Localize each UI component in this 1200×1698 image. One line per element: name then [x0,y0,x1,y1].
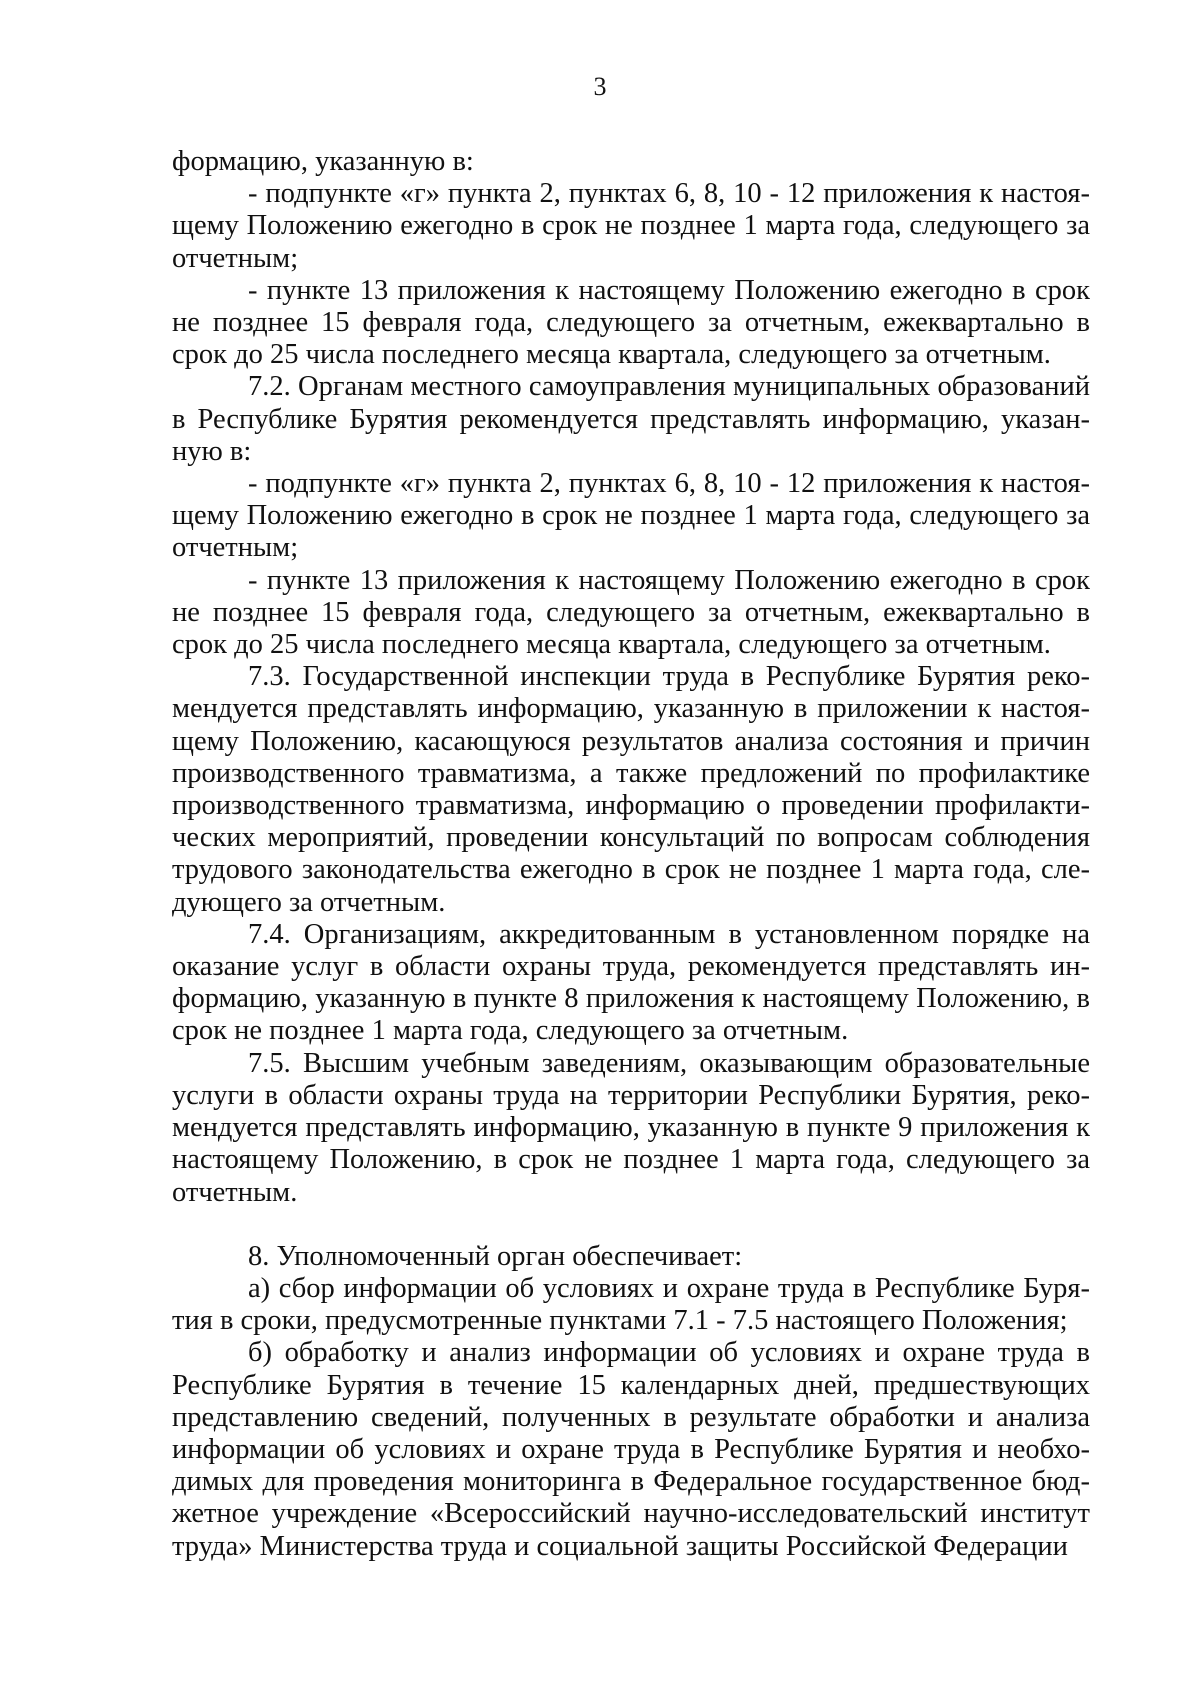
document-body [172,146,1090,1563]
paragraph-continuation: формацию, указанную в: [172,146,474,177]
paragraph-7-1-item-1: - подпункте «г» пункта 2, пунктах 6, 8, 10 - 12 приложения к настоящему Положению ежегодно в срок не позднее 1 марта года, следующего за отчетным; [172,178,1090,274]
paragraph-7-2-item-2: - пункте 13 приложения к настоящему Положению ежегодно в срок не позднее 15 февраля года, следующего за отчетным, ежеквартально в срок до 25 числа последнего месяца квартала, следующего за отчетным. [172,564,1090,661]
paragraph-7-2-item-1: - подпункте «г» пункта 2, пунктах 6, 8, 10 - 12 приложения к настоящему Положению ежегодно в срок не позднее 1 марта года, следующего за отчетным; [172,468,1090,564]
paragraph-8-b: б) обработку и анализ информации об условиях и охране труда в Республике Бурятия в течение 15 календарных дней, предшествующих представлению сведений, полученных в результате обработки и анализа информации об условиях и охране труда в Республике Бурятия и необходимых для проведения мониторинга в Федеральное государственное бюджетное учреждение «Всероссийский научно-исследовательский институт труда» Министерства труда и социальной защиты Российской Федерации [172,1337,1090,1562]
paragraph-7-4: 7.4. Организациям, аккредитованным в установленном порядке на оказание услуг в области охраны труда, рекомендуется представлять информацию, указанную в пункте 8 приложения к настоящему Положению, в срок не позднее 1 марта года, следующего за отчетным. [172,918,1090,1047]
paragraph-7-1-item-2: - пункте 13 приложения к настоящему Положению ежегодно в срок не позднее 15 февраля года, следующего за отчетным, ежеквартально в срок до 25 числа последнего месяца квартала, следующего за отчетным. [172,274,1090,371]
page-number: 3 [593,72,607,101]
paragraph-8: 8. Уполномоченный орган обеспечивает: [248,1240,743,1272]
paragraph-8-a: а) сбор информации об условиях и охране труда в Республике Бурятия в сроки, предусмотренные пунктами 7.1 - 7.5 настоящего Положения; [172,1272,1090,1337]
paragraph-7-3: 7.3. Государственной инспекции труда в Республике Бурятия рекомендуется представлять информацию, указанную в приложении к настоящему Положению, касающуюся результатов анализа состояния и причин производственного травматизма, а также предложений по профилактике производственного травматизма, информацию о проведении профилактических мероприятий, проведении консультаций по вопросам соблюдения трудового законодательства ежегодно в срок не позднее 1 марта года, следующего за отчетным. [172,661,1090,918]
paragraph-7-2: 7.2. Органам местного самоуправления муниципальных образований в Республике Бурятия рекомендуется представлять информацию, указанную в: [172,371,1090,467]
paragraph-7-5: 7.5. Высшим учебным заведениям, оказывающим образовательные услуги в области охраны труда на территории Республики Бурятия, рекомендуется представлять информацию, указанную в пункте 9 приложения к настоящему Положению, в срок не позднее 1 марта года, следующего за отчетным. [172,1047,1090,1208]
